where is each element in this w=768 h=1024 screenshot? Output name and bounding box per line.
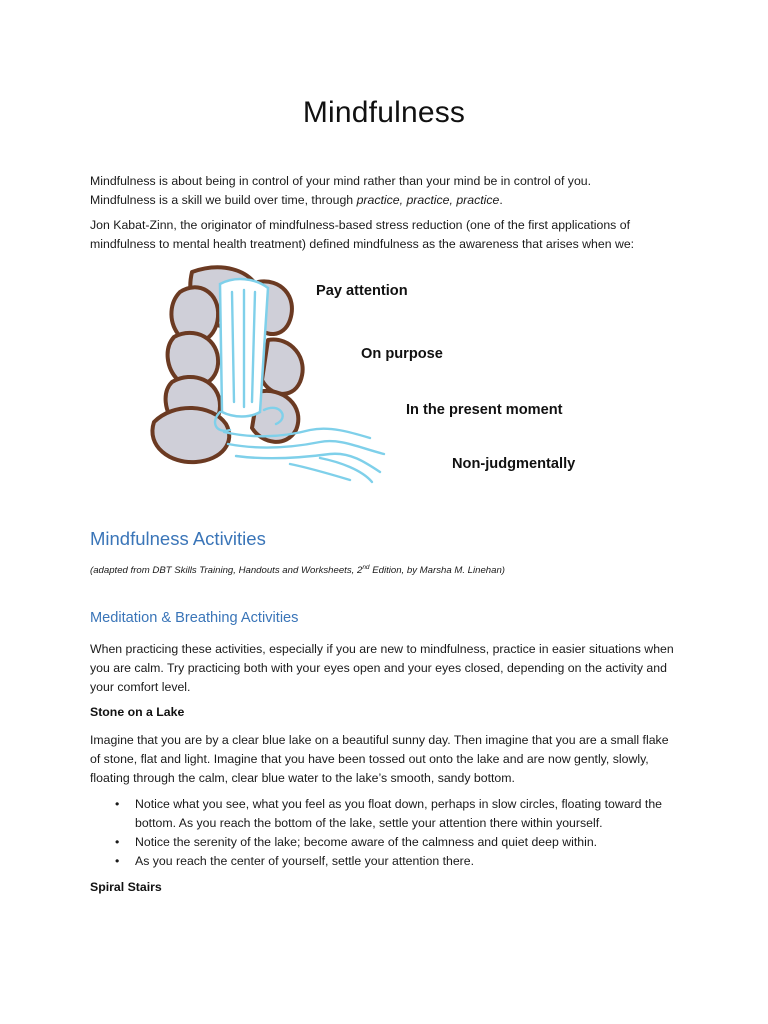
tagline-on-purpose: On purpose [361, 346, 443, 362]
tagline-present-moment: In the present moment [406, 402, 563, 418]
page-title: Mindfulness [302, 96, 466, 129]
list-item [90, 852, 680, 871]
bullet-icon: • [115, 797, 120, 811]
tagline-non-judgmentally: Non-judgmentally [452, 456, 576, 472]
intro-paragraph-2: Jon Kabat-Zinn, the originator of mindfulness-based stress reduction (one of the first applications of mindfulness to mental health treatment) defined mindfulness as the awareness that arises when we: [90, 218, 635, 251]
activity-body-stone-on-a-lake: Imagine that you are by a clear blue lake on a beautiful sunny day. Then imagine that you are a small flake of stone, flat and light. Imagine that you have been tossed out onto the lake and are now gently, slowly, floating through the calm, clear blue water to the lake’s smooth, sandy bottom. [90, 733, 669, 785]
intro-line-1: Mindfulness is about being in control of your mind rather than your mind be in control of you. [90, 174, 592, 188]
source-note-prefix: (adapted from DBT Skills Training, Handouts and Worksheets, 2 [90, 565, 363, 577]
list-item-text: Notice what you see, what you feel as you float down, perhaps in slow circles, floating toward the bottom. As you reach the bottom of the lake, settle your attention there within yourself. [135, 797, 663, 830]
intro-line-2-emphasis: practice, practice, practice [356, 193, 500, 207]
bullet-list [90, 795, 680, 871]
subsection-heading-meditation: Meditation & Breathing Activities [90, 610, 299, 626]
bullet-icon: • [115, 835, 120, 849]
activity-title-stone-on-a-lake: Stone on a Lake [90, 705, 185, 719]
list-item [90, 833, 680, 852]
intro-line-2-prefix: Mindfulness is a skill we build over time, through [90, 193, 357, 207]
list-item-text: Notice the serenity of the lake; become aware of the calmness and quiet deep within. [135, 835, 598, 849]
section-heading-activities: Mindfulness Activities [90, 528, 266, 549]
source-note [90, 564, 505, 576]
list-item-text: As you reach the center of yourself, settle your attention there. [135, 854, 475, 868]
intro-paragraph-1 [90, 172, 680, 210]
intro-line-2-suffix: . [499, 193, 503, 207]
list-item [90, 795, 680, 833]
rock-shape [262, 340, 303, 394]
source-note-suffix: Edition, by Marsha M. Linehan) [369, 565, 505, 577]
activity-title-spiral-stairs: Spiral Stairs [90, 880, 162, 894]
source-note-sup: nd [362, 564, 370, 571]
tagline-pay-attention: Pay attention [316, 283, 408, 299]
bullet-icon: • [115, 854, 120, 868]
meditation-intro: When practicing these activities, especially if you are new to mindfulness, practice in easier situations when you are calm. Try practicing both with your eyes open and your eyes closed, depending on the activity and your comfort level. [90, 642, 674, 694]
